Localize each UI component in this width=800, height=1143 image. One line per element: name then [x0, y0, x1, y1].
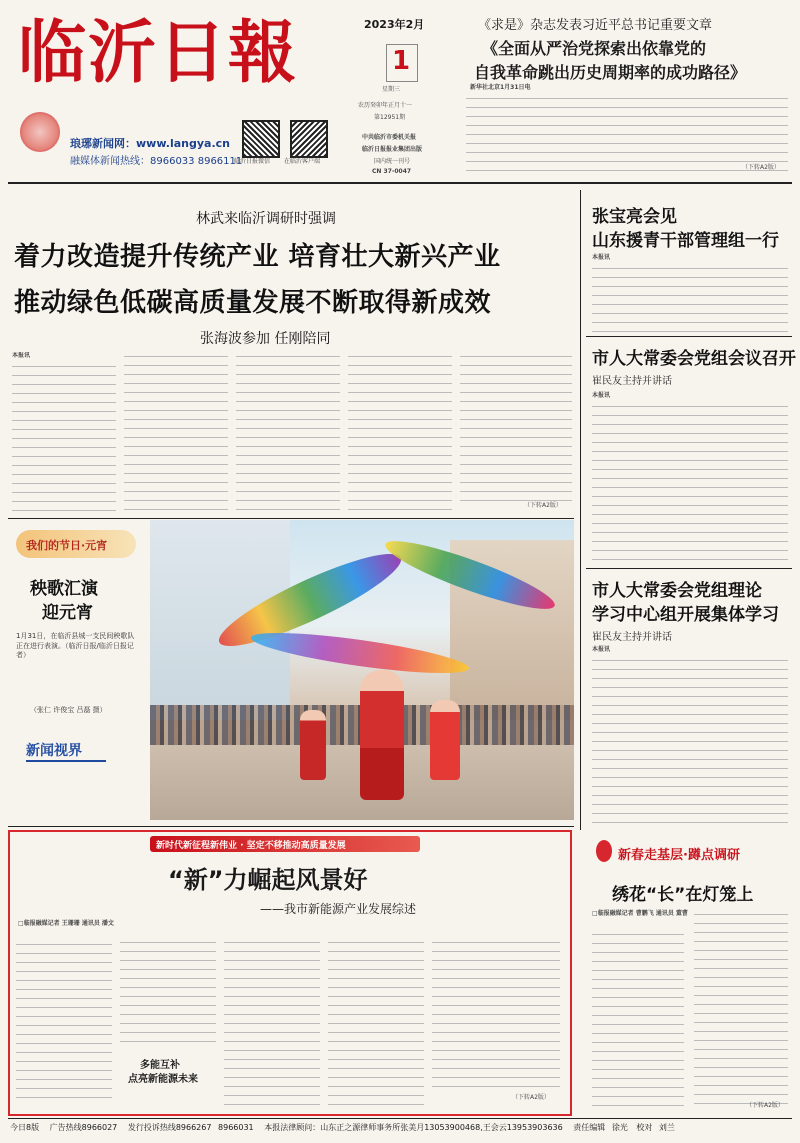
right-s3-headline-1[interactable]: 市人大常委会党组理论 [592, 581, 762, 601]
qr-label-app: 在临沂客户端 [284, 158, 321, 165]
right-s1-source: 本报讯 [592, 254, 611, 261]
masthead-phone: 融媒体新闻热线：8966033 8966111 [70, 156, 243, 167]
photo-performer [360, 670, 404, 800]
right-s1-body [592, 264, 788, 332]
lead-source: 本报讯 [12, 352, 31, 359]
right-s2-divider [586, 568, 792, 569]
dateline-publisher: 中共临沂市委机关报 [362, 134, 417, 141]
lead-byline: 张海波参加 任刚陪同 [200, 331, 331, 347]
lead-text-col-3 [236, 352, 340, 512]
footer-bar [10, 1122, 790, 1138]
feature-text-col-2 [120, 940, 216, 1046]
footer-editor: 徐光 [611, 1123, 628, 1132]
qr-code-app[interactable] [290, 120, 328, 158]
feature-text-col-4 [328, 940, 424, 1106]
lead-headline-2[interactable]: 推动绿色低碳高质量发展不断取得新成效 [14, 288, 492, 318]
festival-headline-2[interactable]: 迎元宵 [42, 603, 93, 623]
footer-complaint-hotline: 发行投诉热线8966267 [127, 1123, 212, 1132]
spring-body-col-1 [592, 930, 684, 1112]
top-right-byline: 新华社北京1月31日电 [470, 84, 531, 91]
right-s3-headline-2[interactable]: 学习中心组开展集体学习 [592, 605, 779, 625]
feature-banner: 新时代新征程新伟业 · 坚定不移推动高质量发展 [156, 841, 346, 851]
lead-kicker: 林武来临沂调研时强调 [196, 211, 336, 227]
right-s2-source: 本报讯 [592, 392, 611, 399]
spring-tail: （下转A2版） [746, 1102, 784, 1109]
feature-subhead: ——我市新能源产业发展综述 [260, 902, 417, 916]
dateline-date: 2023年2月 [364, 18, 425, 31]
festival-headline-1[interactable]: 秧歌汇演 [30, 579, 98, 599]
feature-text-col-3 [224, 940, 320, 1106]
right-s2-byline: 崔民友主持并讲话 [592, 376, 672, 387]
festival-logo: 新闻视界 [26, 743, 82, 759]
feature-headline[interactable]: “新”力崛起风景好 [168, 866, 368, 894]
dateline-cn-label: 国内统一刊号 [374, 158, 411, 165]
lead-body [12, 352, 574, 512]
lead-text-col-2 [124, 352, 228, 512]
top-right-headline-2[interactable]: 自我革命跳出历史周期率的成功路径》 [474, 63, 747, 82]
footer-legal: 本报法律顾问：山东正之源律师事务所张美月13053900468,王会云13953903636 [264, 1123, 563, 1132]
right-s1-headline-2[interactable]: 山东援青干部管理组一行 [592, 231, 779, 251]
spring-body-col-2 [694, 910, 788, 1106]
right-s1-divider [586, 336, 792, 337]
spring-lantern-icon [596, 840, 612, 862]
photo-performer-3 [300, 710, 326, 780]
right-s2-body [592, 402, 788, 562]
top-right-body [466, 84, 788, 174]
festival-photo[interactable] [150, 520, 574, 820]
dateline-day: 1 [392, 46, 411, 76]
masthead-divider [8, 182, 792, 184]
lead-text-col-4 [348, 352, 452, 512]
right-s3-byline: 崔民友主持并讲话 [592, 632, 672, 643]
right-s2-headline[interactable]: 市人大常委会党组会议召开 [592, 349, 796, 369]
dateline-publisher2: 临沂日报报业集团出版 [362, 146, 423, 153]
footer-proof-label: 校对 [636, 1123, 653, 1132]
masthead-site[interactable]: 琅琊新闻网：www.langya.cn [70, 137, 230, 150]
spring-byline: □临报融媒记者 曹鹏飞 通讯员 董曹 [592, 910, 688, 917]
right-s1-headline-1[interactable]: 张宝亮会见 [592, 207, 677, 227]
footer-proof: 刘兰 [658, 1123, 675, 1132]
footer-pages: 今日8版 [10, 1123, 40, 1132]
masthead-logo-badge [20, 112, 60, 152]
lead-text-col-5 [460, 352, 572, 502]
dateline-lunar: 农历癸卯年正月十一 [358, 102, 413, 109]
feature-text-col-1 [16, 940, 112, 1106]
feature-byline: □临报融媒记者 王珊珊 通讯员 潘文 [18, 920, 114, 927]
lead-text-col-1 [12, 362, 116, 512]
top-right-tail: （下转A2版） [742, 164, 780, 171]
masthead-title: 临沂日報 [18, 13, 299, 93]
festival-badge: 我们的节日·元宵 [26, 539, 108, 552]
qr-label-wechat: 临沂日报微信 [234, 158, 271, 165]
spring-banner: 新春走基层·蹲点调研 [618, 848, 740, 863]
feature-sub-2: 点亮新能源未来 [128, 1074, 198, 1085]
footer-ad-hotline: 广告热线8966027 [49, 1123, 118, 1132]
dateline-issue: 第12951期 [374, 114, 406, 121]
lead-divider [8, 518, 574, 519]
right-s3-body [592, 656, 788, 826]
top-right-kicker: 《求是》杂志发表习近平总书记重要文章 [478, 18, 713, 33]
footer-divider [8, 1118, 792, 1119]
right-col-divider [580, 190, 581, 830]
right-s3-source: 本报讯 [592, 646, 611, 653]
top-right-text [466, 94, 788, 172]
dateline-box [352, 8, 452, 176]
dateline-weekday: 星期三 [382, 86, 401, 93]
feature-tail: （下转A2版） [512, 1094, 550, 1101]
lead-headline-1[interactable]: 着力改造提升传统产业 培育壮大新兴产业 [14, 242, 501, 272]
festival-caption: 1月31日，在临沂县城一支民间秧歌队正在进行表演。（临沂日报/临沂日报记者） [16, 632, 135, 659]
spring-headline[interactable]: 绣花“长”在灯笼上 [612, 885, 754, 905]
footer-editor-label: 责任编辑 [573, 1123, 606, 1132]
festival-logo-underline [26, 760, 106, 762]
dateline-cn: CN 37-0047 [372, 168, 412, 175]
feature-sub-1: 多能互补 [140, 1060, 180, 1071]
festival-credit: （张仁 许俊宝 吕磊 摄） [30, 706, 107, 714]
festival-divider [8, 826, 574, 827]
lead-tail: （下转A2版） [524, 502, 562, 509]
footer-phone: 8966031 [218, 1123, 254, 1132]
qr-code-wechat[interactable] [242, 120, 280, 158]
feature-body [16, 940, 562, 1106]
feature-text-col-5 [432, 940, 560, 1092]
photo-performer-2 [430, 700, 460, 780]
top-right-headline-1[interactable]: 《全面从严治党探索出依靠党的 [482, 39, 707, 58]
